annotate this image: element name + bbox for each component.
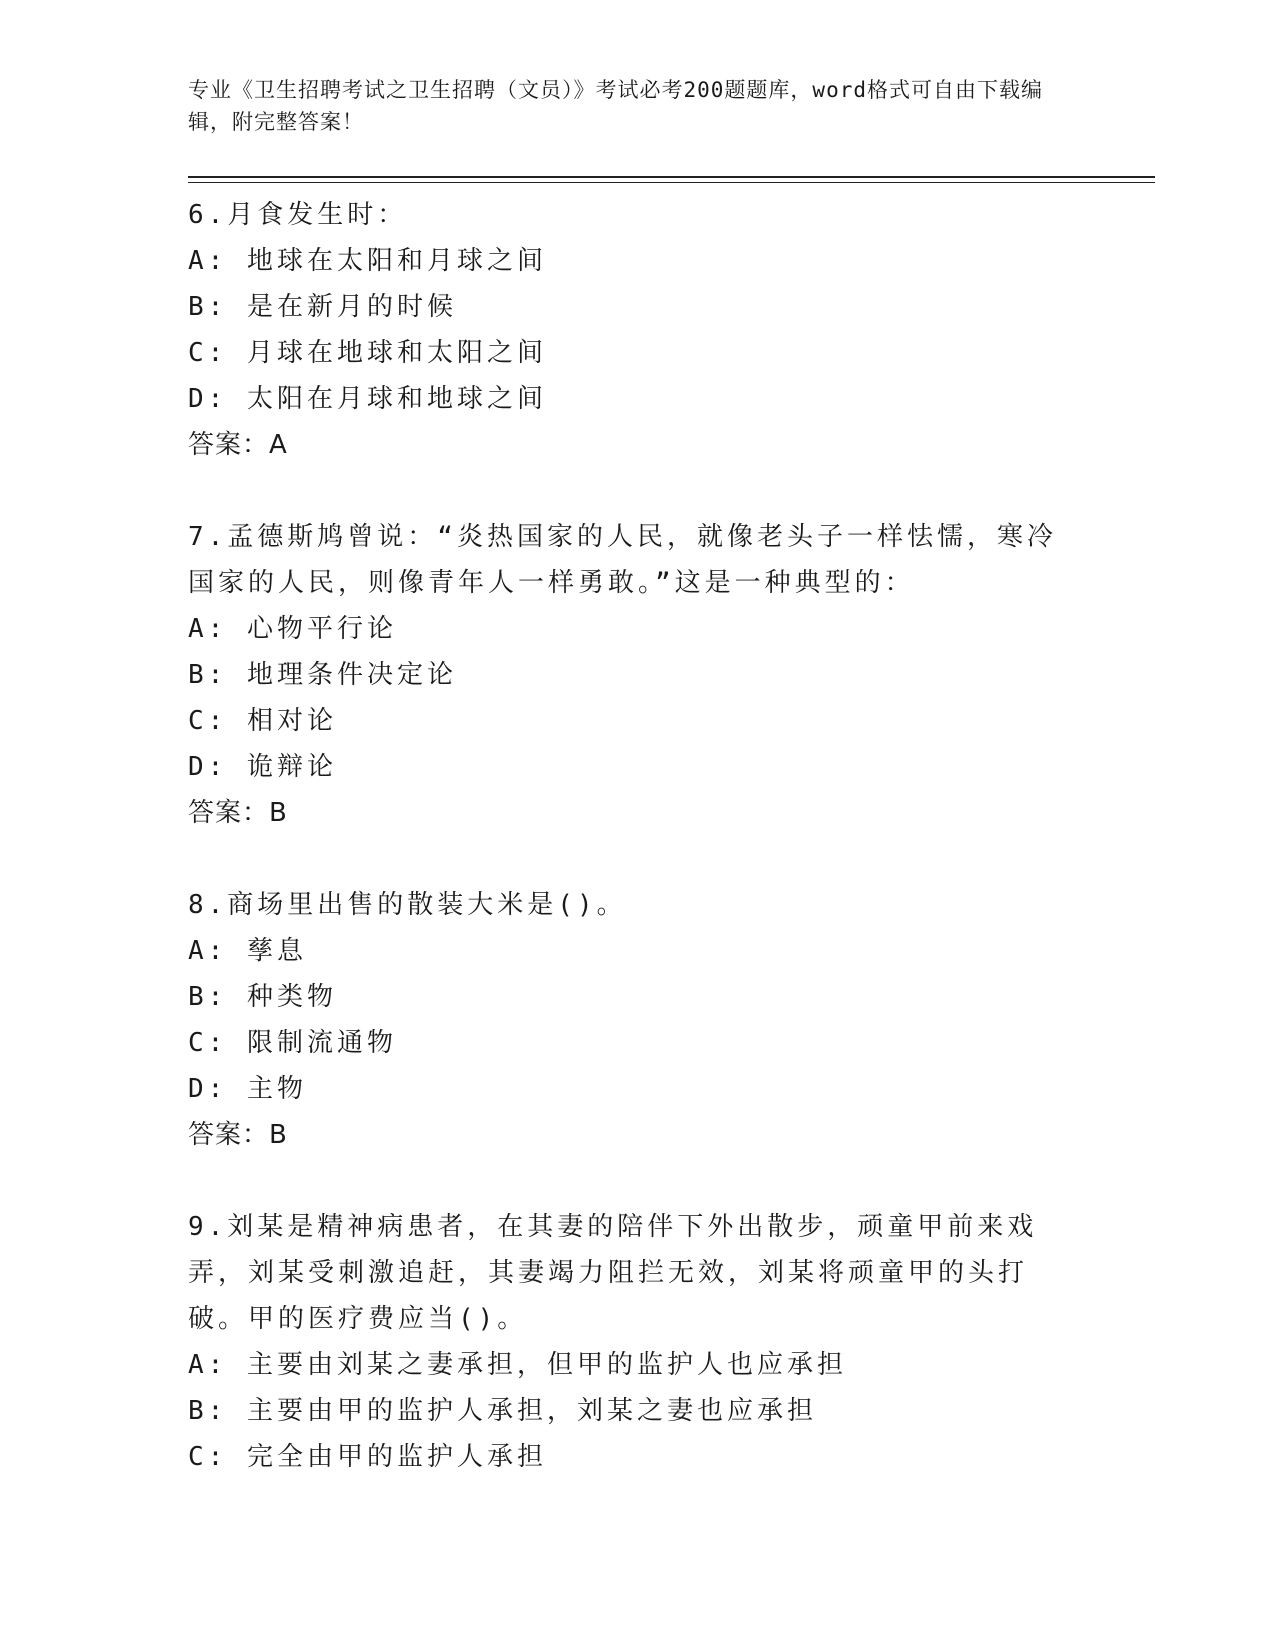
header-divider-thin bbox=[188, 182, 1155, 183]
option-d: D: 太阳在月球和地球之间 bbox=[188, 384, 547, 414]
question-8 bbox=[188, 882, 1068, 1158]
question-spacer bbox=[188, 468, 1068, 514]
question-9 bbox=[188, 1204, 1068, 1480]
question-7 bbox=[188, 514, 1068, 836]
option-c: C: 限制流通物 bbox=[188, 1028, 397, 1058]
question-spacer bbox=[188, 836, 1068, 882]
question-stem: 6.月食发生时： bbox=[188, 200, 408, 230]
option-b: B: 是在新月的时候 bbox=[188, 292, 457, 322]
header-text: 专业《卫生招聘考试之卫生招聘（文员）》考试必考200题题库，word格式可自由下载编辑，附完整答案！ bbox=[188, 78, 1043, 134]
option-a: A: 地球在太阳和月球之间 bbox=[188, 246, 547, 276]
header-divider-thick bbox=[188, 176, 1155, 178]
answer: 答案：B bbox=[188, 1120, 288, 1150]
document-header bbox=[188, 74, 1068, 138]
answer: 答案：B bbox=[188, 798, 288, 828]
question-stem: 7.孟德斯鸠曾说：“炎热国家的人民，就像老头子一样怯懦，寒冷国家的人民，则像青年人一样勇敢。”这是一种典型的： bbox=[188, 522, 1057, 598]
question-list bbox=[188, 192, 1068, 1480]
option-b: B: 主要由甲的监护人承担，刘某之妻也应承担 bbox=[188, 1396, 817, 1426]
question-stem: 8.商场里出售的散装大米是()。 bbox=[188, 890, 627, 920]
option-c: C: 相对论 bbox=[188, 706, 337, 736]
option-a: A: 心物平行论 bbox=[188, 614, 397, 644]
question-stem: 9.刘某是精神病患者，在其妻的陪伴下外出散步，顽童甲前来戏弄，刘某受刺激追赶，其妻竭力阻拦无效，刘某将顽童甲的头打破。甲的医疗费应当()。 bbox=[188, 1212, 1038, 1334]
answer: 答案：A bbox=[188, 430, 288, 460]
option-b: B: 地理条件决定论 bbox=[188, 660, 457, 690]
option-a: A: 孳息 bbox=[188, 936, 307, 966]
option-a: A: 主要由刘某之妻承担，但甲的监护人也应承担 bbox=[188, 1350, 847, 1380]
option-d: D: 诡辩论 bbox=[188, 752, 337, 782]
question-spacer bbox=[188, 1158, 1068, 1204]
question-6 bbox=[188, 192, 1068, 468]
option-d: D: 主物 bbox=[188, 1074, 307, 1104]
option-b: B: 种类物 bbox=[188, 982, 337, 1012]
option-c: C: 月球在地球和太阳之间 bbox=[188, 338, 547, 368]
option-c: C: 完全由甲的监护人承担 bbox=[188, 1442, 547, 1472]
